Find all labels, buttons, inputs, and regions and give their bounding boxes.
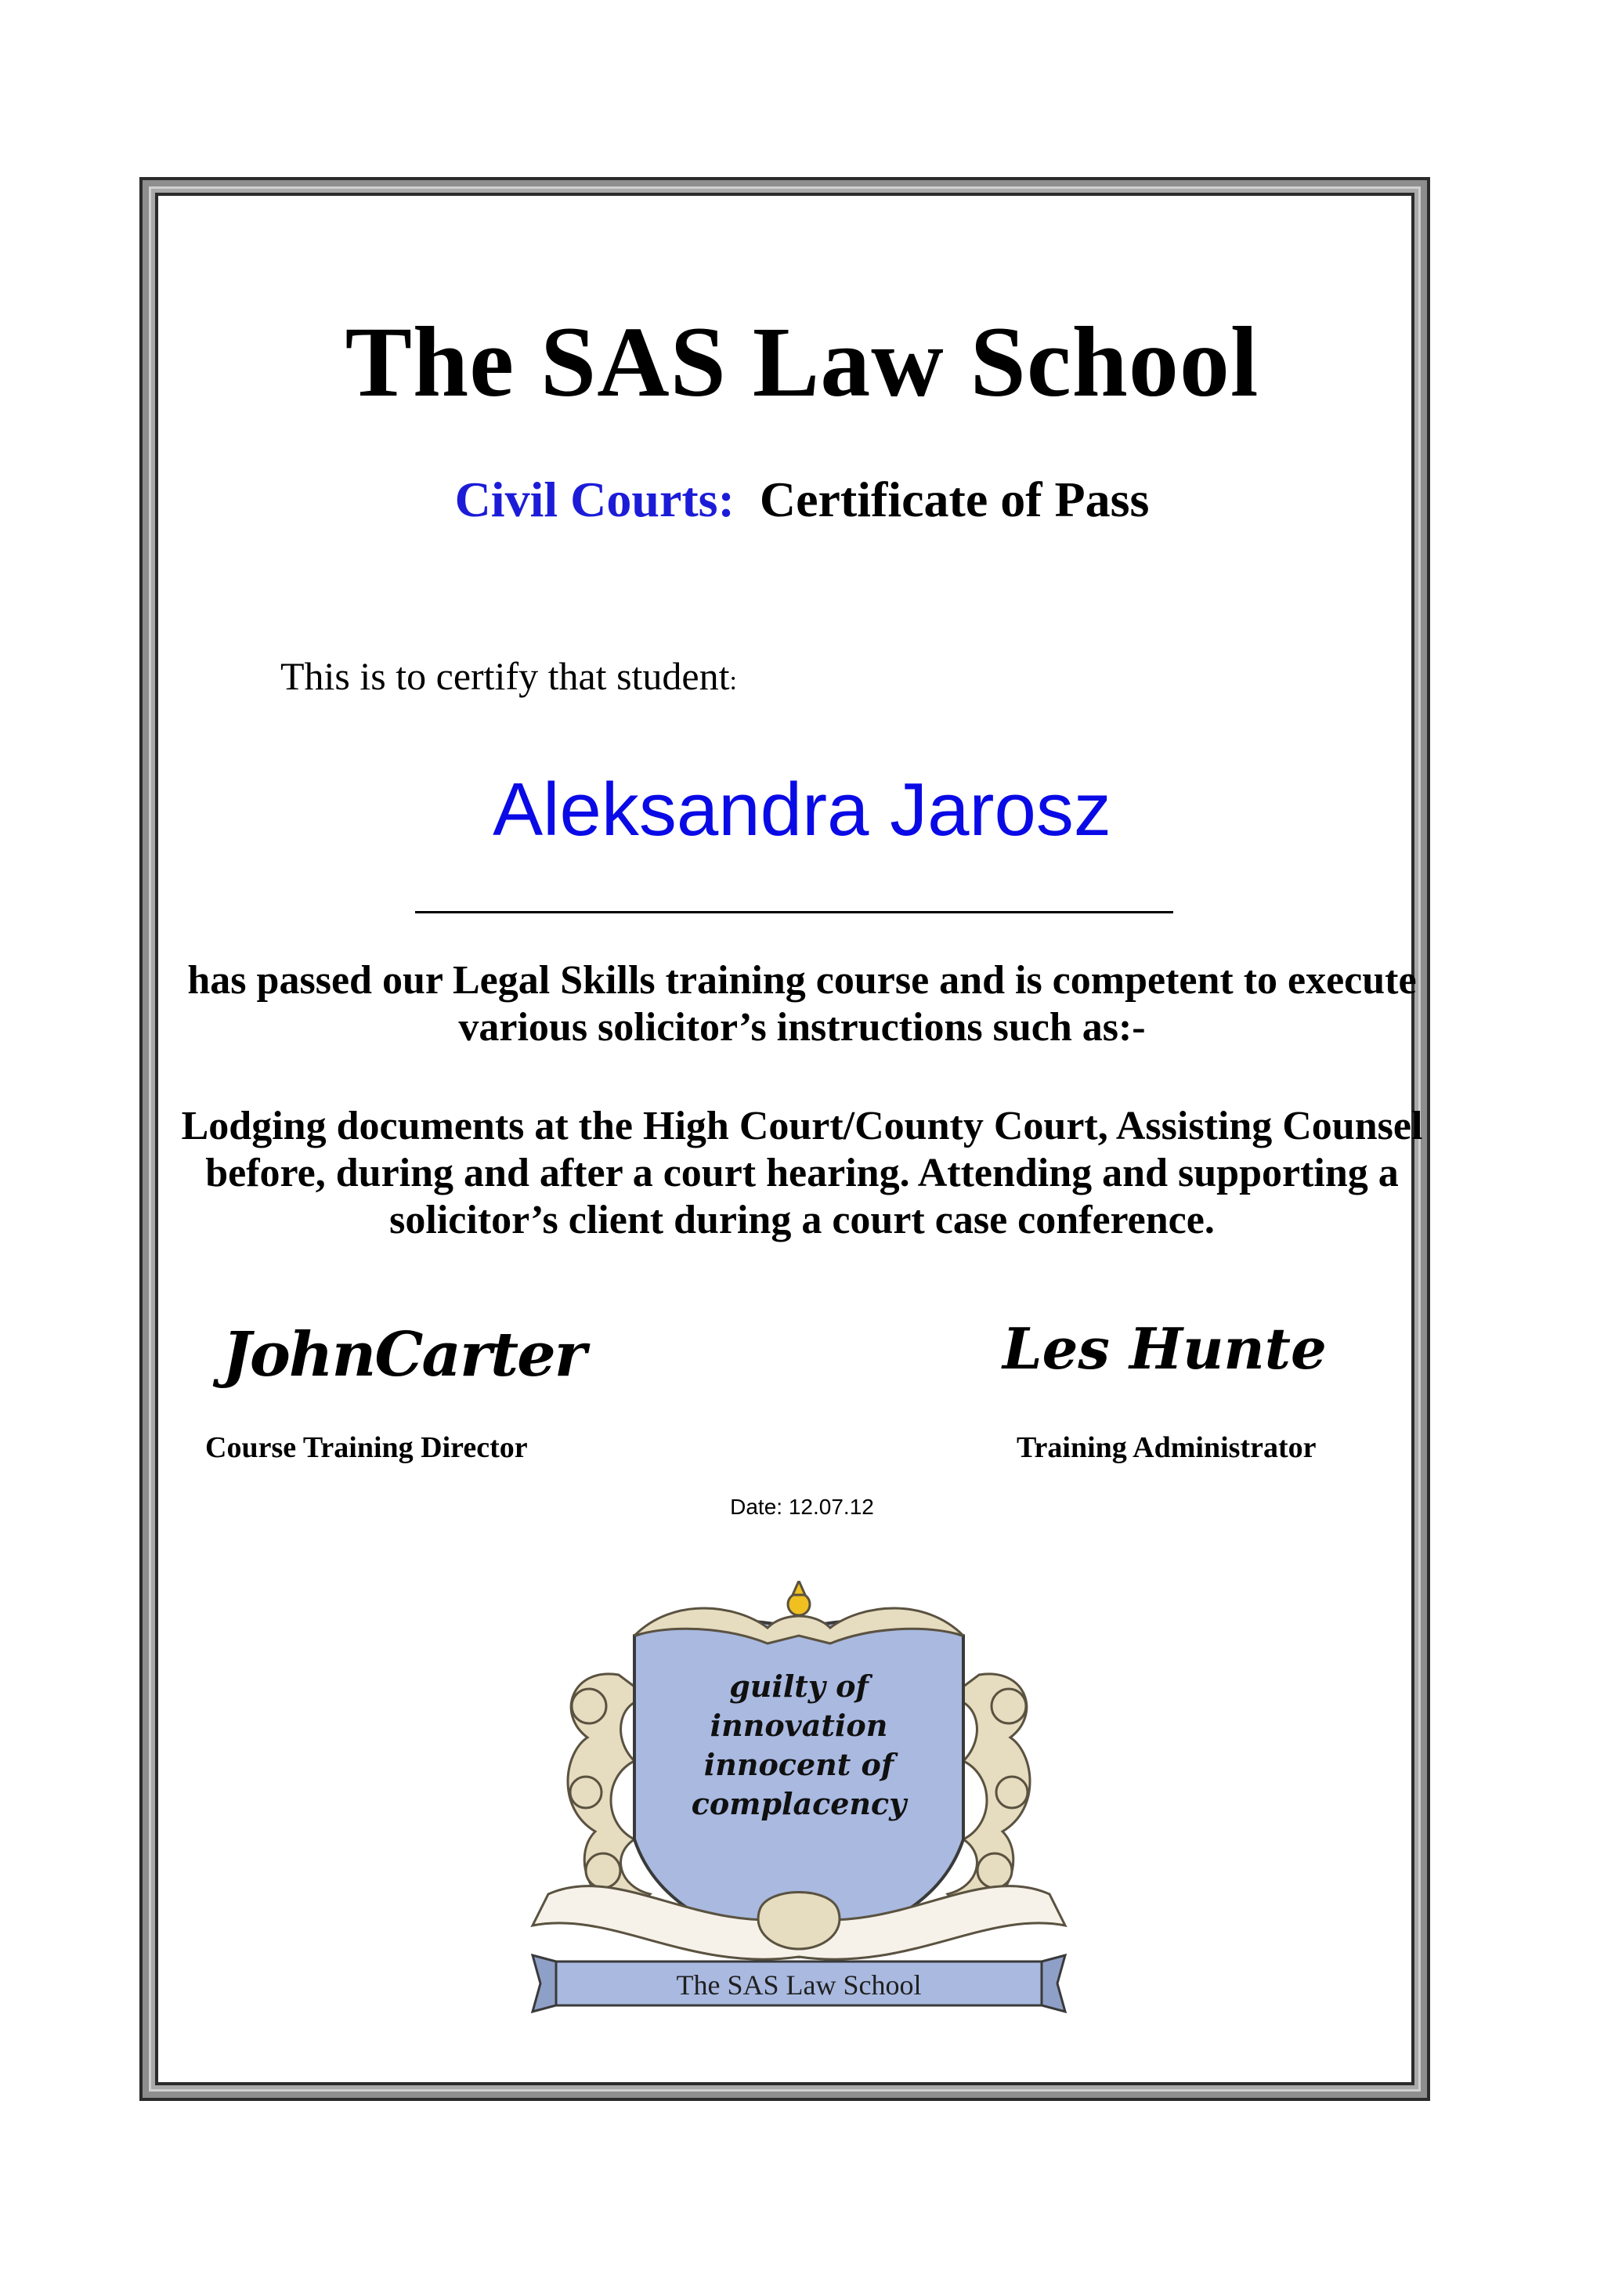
- course-label: Civil Courts:: [454, 472, 735, 527]
- competence-paragraph: has passed our Legal Skills training course and is competent to execute various solicitor’s instructions such as:-: [187, 958, 1417, 1050]
- signature-john-carter: JohnCarter: [222, 1319, 585, 1390]
- crest-motto-line: guilty of: [729, 1669, 869, 1704]
- role-training-administrator: Training Administrator: [1017, 1431, 1317, 1464]
- role-course-training-director: Course Training Director: [205, 1431, 528, 1464]
- crest-motto-line: complacency: [691, 1786, 907, 1821]
- certify-text: This is to certify that student: [280, 654, 730, 698]
- crest-motto: [595, 1667, 1002, 1824]
- crest-motto-line: innovation: [710, 1708, 888, 1743]
- crest-bottom-ornament-icon: [758, 1893, 840, 1950]
- name-underline: [415, 911, 1173, 913]
- certify-statement: [280, 652, 737, 706]
- crest-motto-line: innocent of: [703, 1747, 894, 1782]
- issue-date: Date: 12.07.12: [730, 1495, 874, 1519]
- certify-colon: :: [729, 667, 737, 696]
- school-title: The SAS Law School: [345, 306, 1259, 418]
- certificate-subtitle: [0, 470, 1604, 530]
- crest-banner-text: The SAS Law School: [676, 1969, 922, 2001]
- duties-paragraph: Lodging documents at the High Court/County Court, Assisting Counsel before, during and after a court hearing. Attending and supporting a solicitor’s client during a court case conference.: [181, 1104, 1423, 1242]
- signature-les-hunte: Les Hunte: [1002, 1315, 1327, 1382]
- student-name: Aleksandra Jarosz: [493, 768, 1111, 852]
- certificate-type: Certificate of Pass: [759, 472, 1150, 527]
